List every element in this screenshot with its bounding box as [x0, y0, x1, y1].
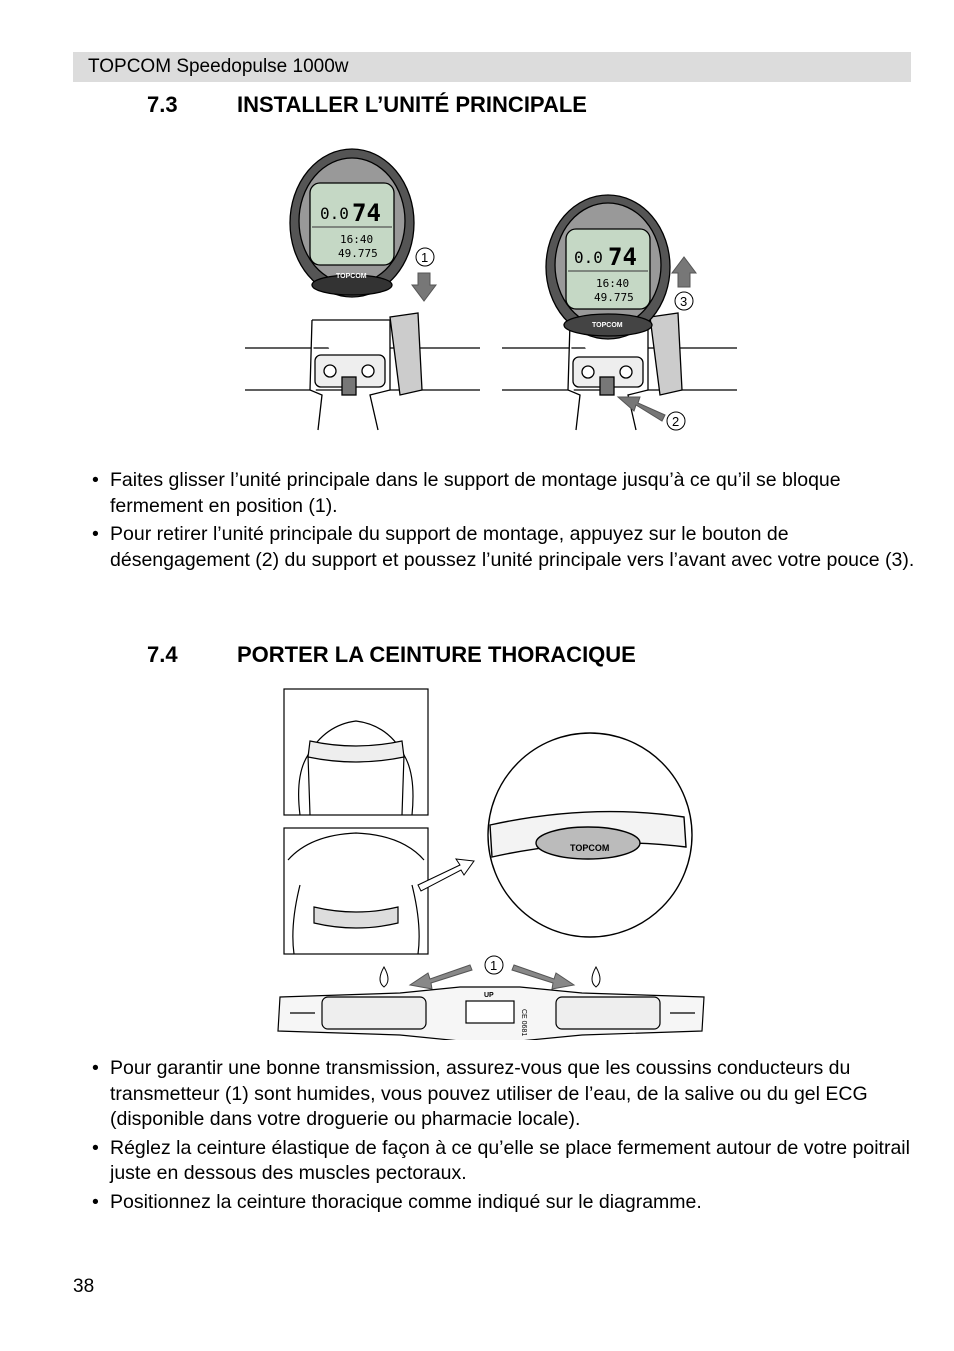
section-7-3-number: 7.3 [147, 92, 178, 117]
torso-front-view [284, 828, 428, 954]
torso-back-view [284, 689, 428, 815]
right-pad-arrow-icon [512, 965, 574, 989]
bullet-item: • Pour retirer l’unité principale du support de montage, appuyez sur le bouton de désengagement (2) du support et poussez l’unité principale vers l’avant avec votre pouce (3). [90, 522, 920, 573]
zoom-circle [488, 733, 692, 937]
mount-illustration [240, 145, 745, 440]
bullet-item: • Pour garantir une bonne transmission, assurez-vous que les coussins conducteurs du transmetteur (1) sont humides, vous pouvez utiliser de l’eau, de la salive ou du gel ECG (disponible dans votre droguerie ou pharmacie locale). [90, 1056, 920, 1133]
left-mount-bracket [310, 313, 422, 430]
callout-1: 1 [421, 250, 429, 265]
left-device-brand: TOPCOM [336, 273, 367, 280]
left-lcd-right: 74 [352, 199, 381, 227]
section-7-3-bullets [90, 468, 920, 576]
bullet-item: • Réglez la ceinture élastique de façon à ce qu’elle se place fermement autour de votre poitrail juste en dessous des muscles pectoraux. [90, 1136, 920, 1187]
bullet-item: • Faites glisser l’unité principale dans le support de montage jusqu’à ce qu’il se bloque fermement en position (1). [90, 468, 920, 519]
section-7-3-title: INSTALLER L’UNITÉ PRINCIPALE [237, 92, 587, 117]
left-lcd-left: 0.0 [320, 204, 349, 223]
belt-callout-1: 1 [490, 958, 498, 973]
belt-up-label: UP [484, 992, 494, 999]
right-device-brand: TOPCOM [592, 322, 623, 329]
bullet-item: • Positionnez la ceinture thoracique comme indiqué sur le diagramme. [90, 1190, 920, 1216]
left-lcd-time: 16:40 [340, 233, 374, 246]
water-drop-icon [380, 967, 388, 987]
water-drop-icon [592, 967, 600, 987]
belt-ce-mark: CE 0681 [520, 1009, 527, 1037]
section-7-4-title: PORTER LA CEINTURE THORACIQUE [237, 642, 636, 667]
left-lcd-distance: 49.775 [338, 247, 378, 260]
callout-2: 2 [672, 414, 680, 429]
up-arrow-icon [672, 257, 696, 287]
section-7-4-bullets [90, 1056, 920, 1218]
header-title: TOPCOM Speedopulse 1000w [88, 56, 349, 77]
right-lcd-left: 0.0 [574, 248, 603, 267]
right-lcd-time: 16:40 [596, 277, 630, 290]
right-lcd-right: 74 [608, 243, 637, 271]
page-number: 38 [73, 1276, 95, 1297]
right-lcd-distance: 49.775 [594, 291, 634, 304]
section-7-4-number: 7.4 [147, 642, 178, 667]
zoom-brand: TOPCOM [570, 843, 610, 853]
left-pad-arrow-icon [410, 965, 472, 989]
down-arrow-icon [412, 273, 436, 301]
chest-belt-illustration [270, 685, 715, 1040]
callout-3: 3 [680, 294, 688, 309]
running-header [73, 52, 911, 82]
